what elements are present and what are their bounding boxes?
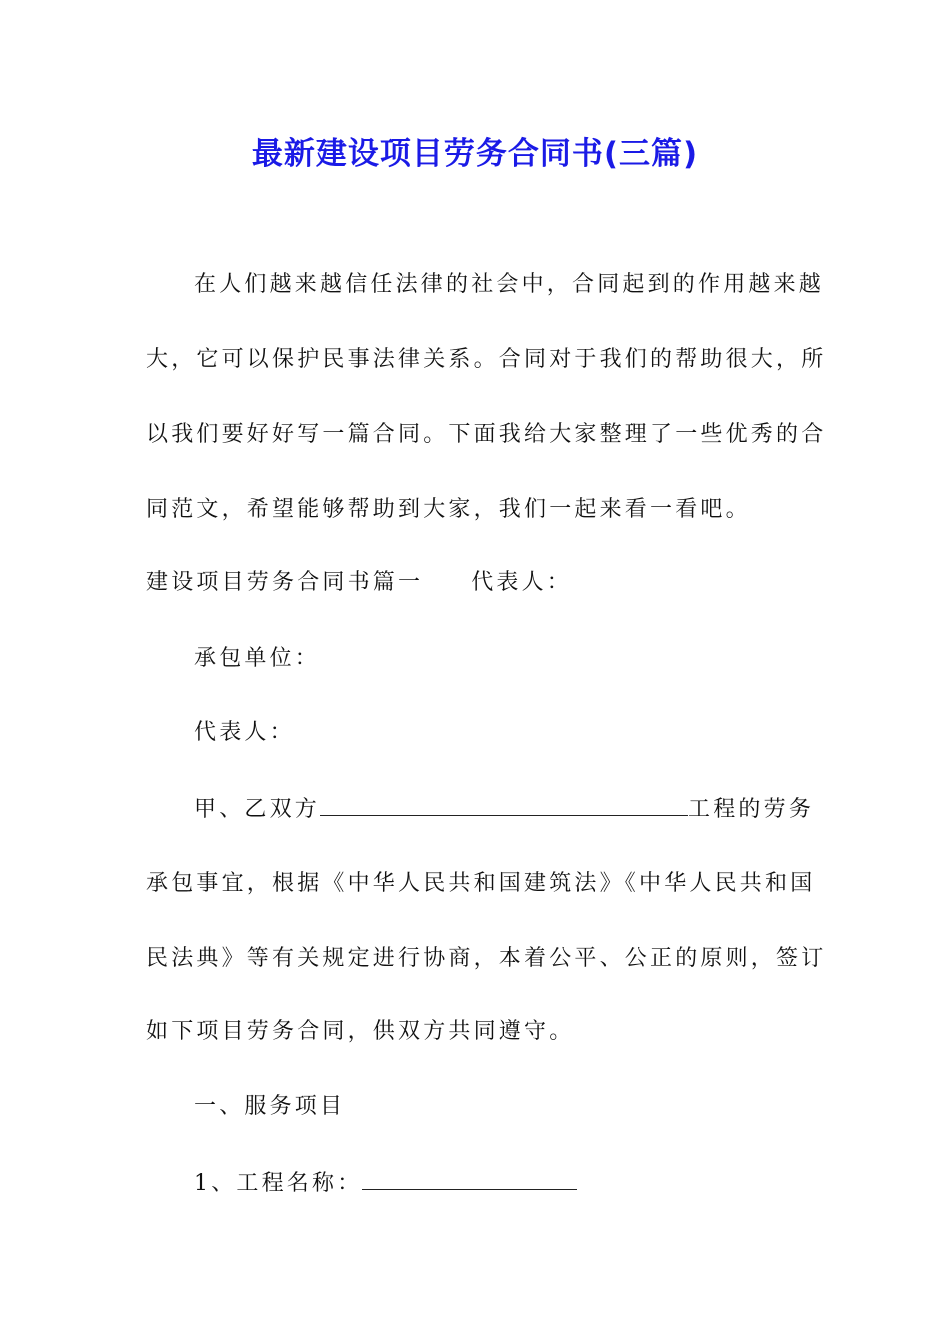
- agreement-suffix: 工程的劳务: [688, 797, 815, 822]
- project-name-label: 1、工程名称：: [194, 1171, 363, 1196]
- project-name-blank: [362, 1167, 577, 1190]
- intro-line-1: 在人们越来越信任法律的社会中，合同起到的作用越来越: [194, 272, 825, 297]
- agreement-line-2: 承包事宜，根据《中华人民共和国建筑法》《中华人民共和国: [146, 871, 816, 896]
- section-heading: 建设项目劳务合同书篇一: [146, 570, 424, 595]
- intro-line-4: 同范文，希望能够帮助到大家，我们一起来看一看吧。: [146, 497, 751, 522]
- agreement-line-1: [146, 793, 815, 825]
- section-heading-line: [146, 568, 806, 598]
- representative-label-a: 代表人：: [471, 570, 573, 595]
- project-name-line: [146, 1167, 806, 1199]
- agreement-line-3: 民法典》等有关规定进行协商，本着公平、公正的原则，签订: [146, 946, 827, 971]
- service-heading: 一、服务项目: [194, 1094, 346, 1119]
- contractor-label: 承包单位：: [194, 646, 321, 671]
- representative-label-b: 代表人：: [194, 720, 295, 745]
- intro-line-2: 大，它可以保护民事法律关系。合同对于我们的帮助很大，所: [146, 347, 827, 372]
- intro-line-3: 以我们要好好写一篇合同。下面我给大家整理了一些优秀的合: [146, 422, 827, 447]
- page-title: 最新建设项目劳务合同书(三篇): [251, 136, 699, 172]
- agreement-line-4: 如下项目劳务合同，供双方共同遵守。: [146, 1019, 575, 1044]
- agreement-prefix: 甲、乙双方: [194, 797, 321, 822]
- project-blank: [320, 793, 688, 816]
